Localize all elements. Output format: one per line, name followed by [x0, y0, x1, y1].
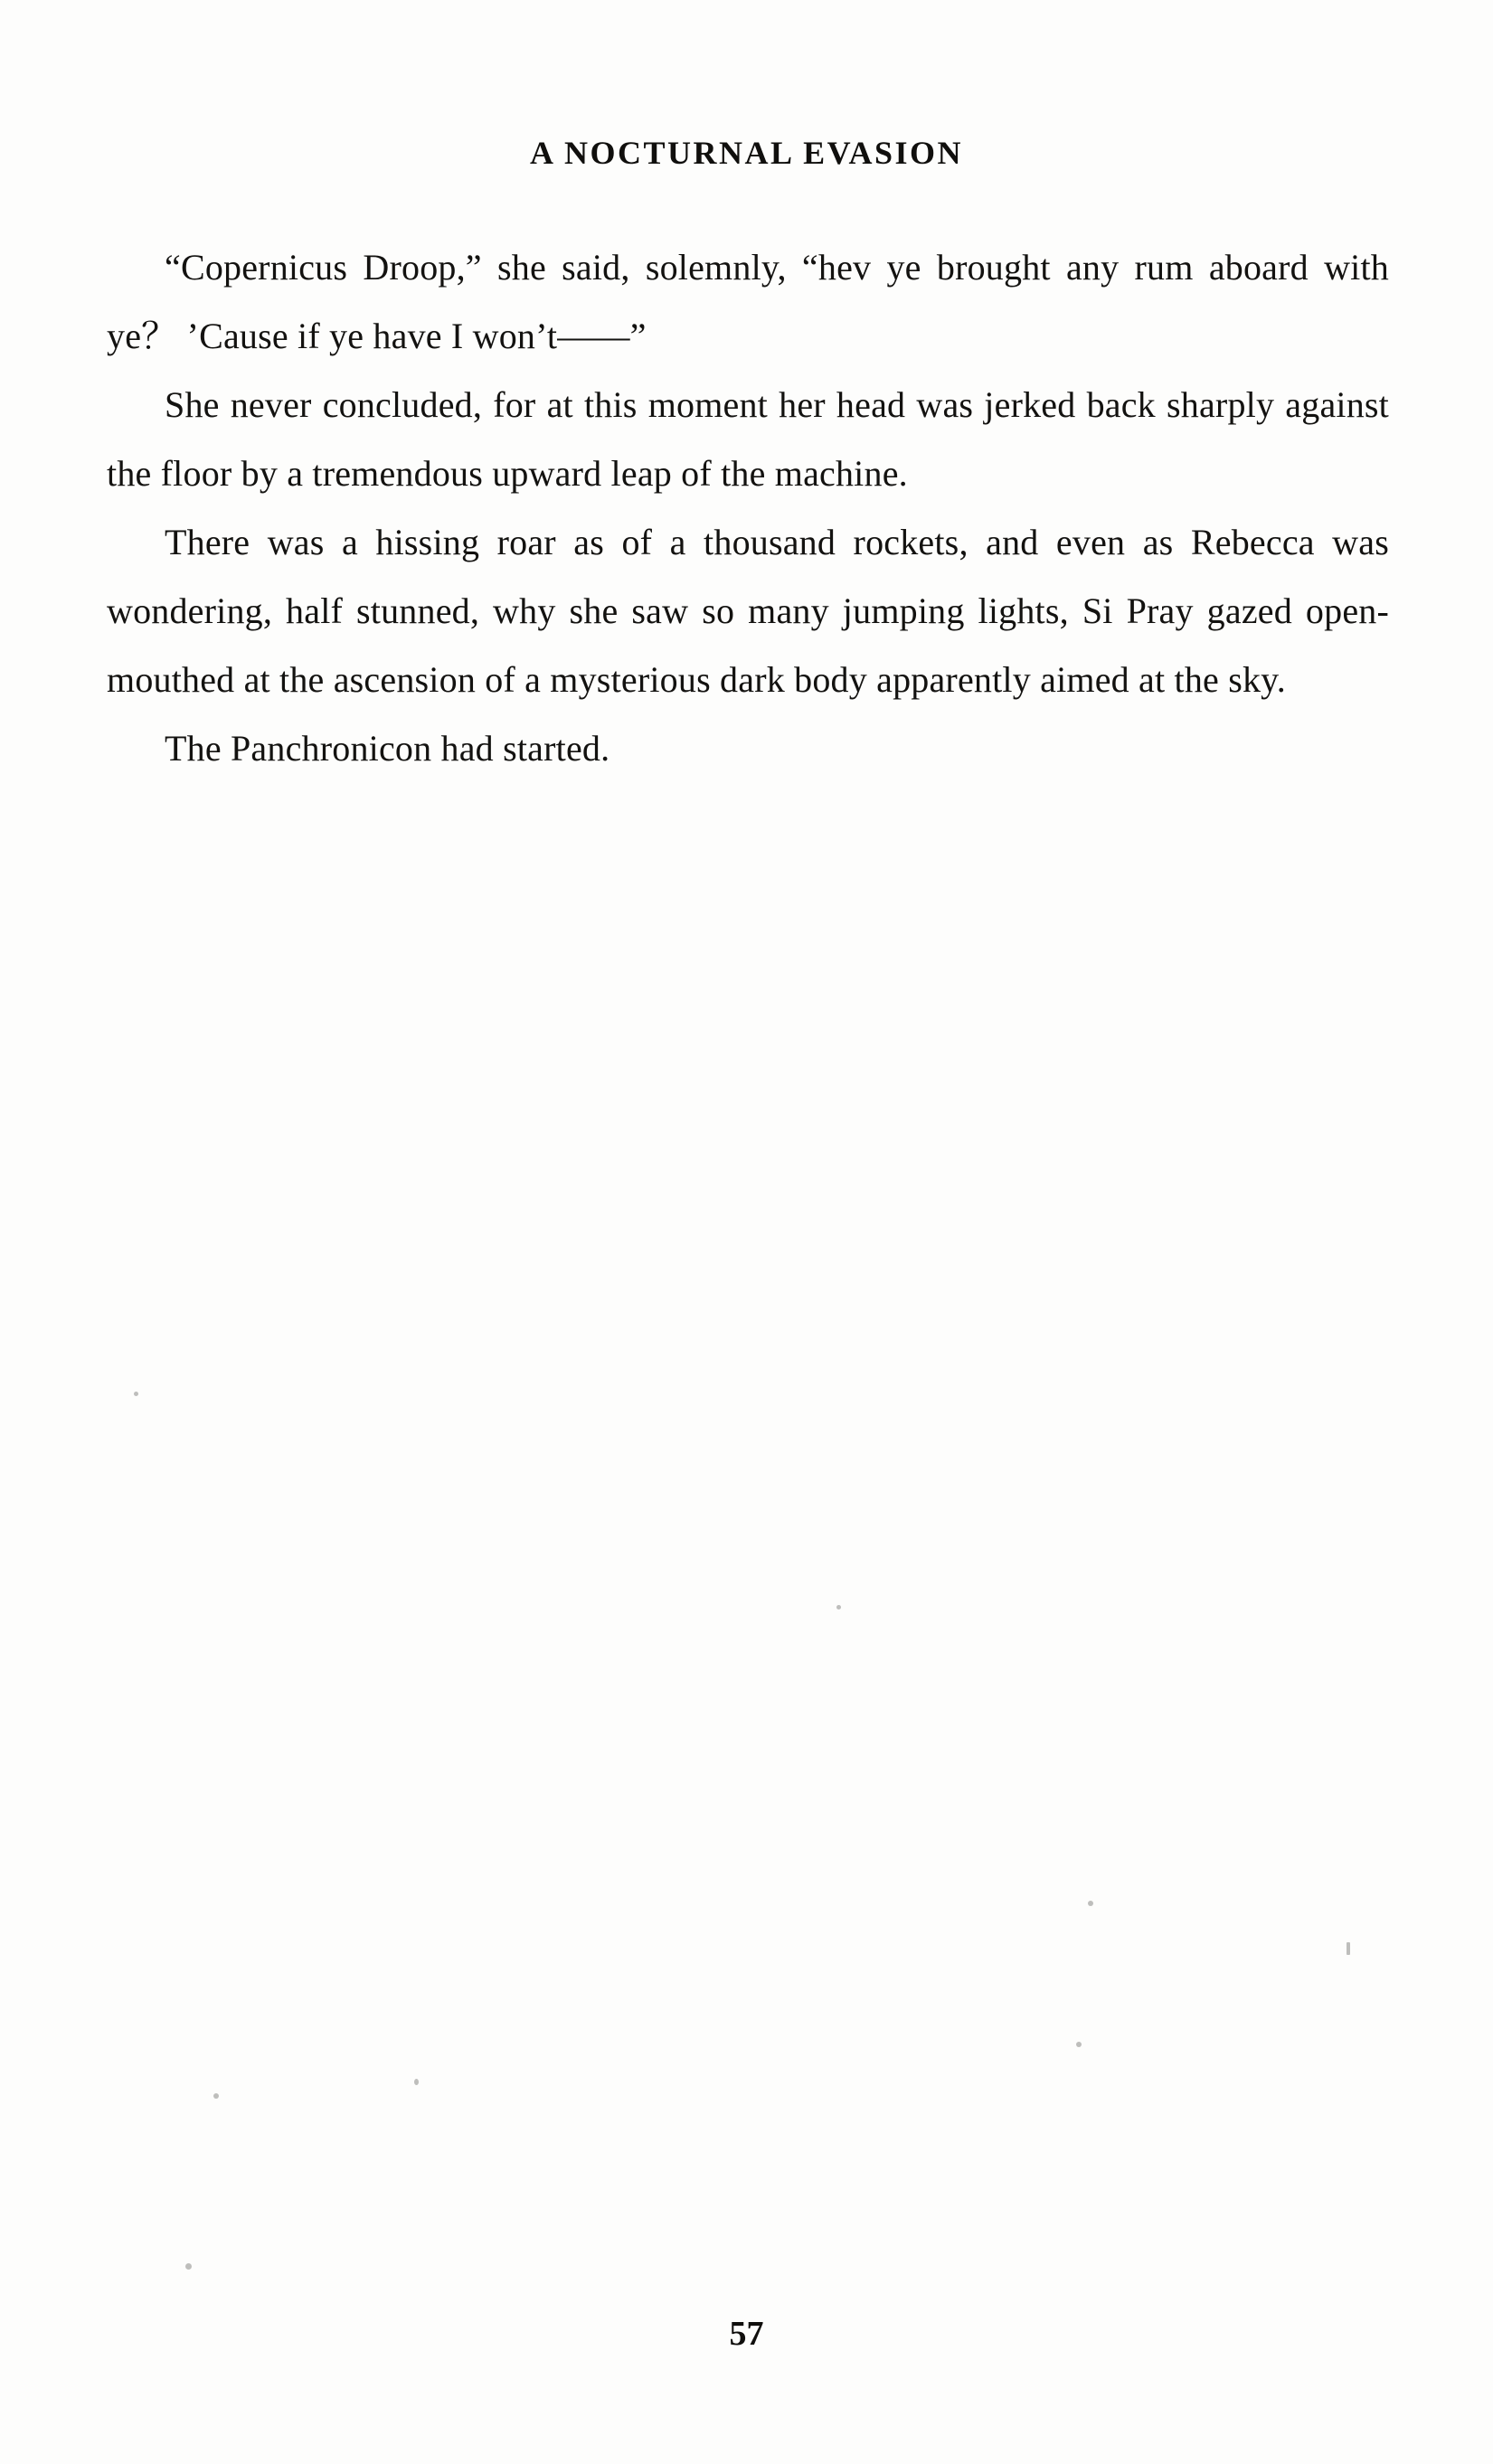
paragraph-text: She never concluded, for at this moment her head was jerked back sharply against the floor by a tremendous upward leap of the machine.: [107, 384, 1389, 494]
paragraph: [107, 508, 1389, 714]
scan-speck: [1076, 2042, 1082, 2047]
scan-speck: [185, 2263, 192, 2270]
scan-speck: [1088, 1901, 1093, 1906]
body-text: [107, 233, 1389, 783]
page-number: 57: [729, 2315, 764, 2353]
scan-speck: [414, 2079, 419, 2085]
scan-speck: [836, 1605, 841, 1610]
paragraph: [107, 233, 1389, 371]
paragraph: [107, 714, 1389, 783]
paragraph-text: “Copernicus Droop,” she said, solemnly, “hev ye brought any rum aboard with ye？ ’Cause if ye have I won’t——”: [107, 247, 1389, 356]
scan-speck: [1347, 1942, 1350, 1955]
running-head: A NOCTURNAL EVASION: [530, 135, 963, 171]
paragraph-text: The Panchronicon had started.: [165, 728, 610, 769]
scan-speck: [213, 2093, 219, 2099]
scan-speck: [134, 1392, 138, 1396]
paragraph-text: There was a hissing roar as of a thousand rockets, and even as Rebecca was wondering, half stunned, why she saw so many jumping lights, Si Pray gazed open-mouthed at the ascension of a mysterious dark body apparently aimed at the sky.: [107, 522, 1389, 700]
paragraph: [107, 371, 1389, 508]
